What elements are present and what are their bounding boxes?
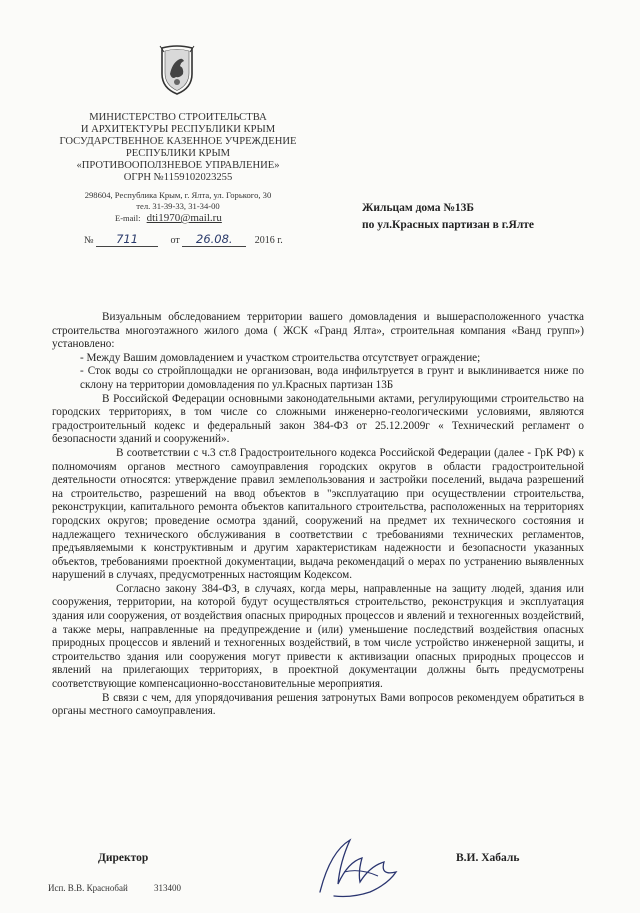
executor-name: Исп. В.В. Краснобай <box>48 883 128 893</box>
body-paragraph: - Сток воды со стройплощадки не организован, вода инфильтруется в грунт и выклинивается ниже по склону на территории домовладения по ул.Красных партизан 13Б <box>80 365 584 391</box>
body-paragraph: В связи с чем, для упорядочивания решения затронутых Вами вопросов рекомендуем обратиться в органы местного самоуправления. <box>52 691 584 718</box>
body-paragraph: Согласно закону 384-ФЗ, в случаях, когда меры, направленные на защиту людей, здания или сооружения, территории, на которой будут осуществляться строительство, реконструкция и эксплуатация здания или сооружения, от воздействия опасных природных процессов и явлений и техногенных воздействий, а также меры, направленные на предупреждение и (или) уменьшение последствий воздействия опасных природных процессов и явлений и техногенных воздействий, в том числе устройство инженерной защиты, и строительство здания или сооружения могут привести к активизации опасных природных процессов и явлений на прилегающих территориях, в проектной документации должны быть предусмотрены соответствующие компенсационно-восстановительные мероприятия. <box>52 582 584 691</box>
email-link[interactable]: dti1970@mail.ru <box>146 212 222 224</box>
letterhead-line: И АРХИТЕКТУРЫ РЕСПУБЛИКИ КРЫМ <box>80 124 276 135</box>
date-label: от <box>170 235 180 246</box>
signer-role: Директор <box>98 852 149 864</box>
addressee-line: по ул.Красных партизан в г.Ялте <box>362 219 535 231</box>
letter-body <box>52 311 584 719</box>
letterhead-block <box>40 112 316 184</box>
reference-line <box>84 232 314 247</box>
body-paragraph: Визуальным обследованием территории вашего домовладения и вышерасположенного участка строительства многоэтажного жилого дома ( ЖСК «Гранд Ялта», строительная компания «Ванд групп») установлено: <box>52 311 584 351</box>
body-paragraph: В Российской Федерации основными законодательными актами, регулирующими строительство на городских территориях, в том числе со сложными инженерно-геологическими условиями, являются градостроительный кодекс и федеральный закон 384-ФЗ от 25.12.2009г « Технический регламент о безопасности зданий и сооружений». <box>52 392 584 446</box>
executor-phone: 313400 <box>154 883 182 893</box>
letterhead-line: ОГРН №1159102023255 <box>123 172 233 183</box>
letterhead-line: РЕСПУБЛИКИ КРЫМ <box>125 148 231 159</box>
executor-line <box>48 883 205 893</box>
date-value: 26.08. <box>182 232 246 247</box>
handwritten-signature <box>300 832 410 904</box>
addressee-block <box>362 200 534 234</box>
addressee-line: Жильцам дома №13Б <box>362 202 475 214</box>
signer-name: В.И. Хабаль <box>456 852 520 864</box>
number-label: № <box>84 235 94 246</box>
email-label: E-mail: <box>115 213 141 223</box>
address-line: 298604, Республика Крым, г. Ялта, ул. Горького, 30 <box>84 190 272 200</box>
year-suffix: 2016 г. <box>254 235 283 246</box>
body-paragraph: - Между Вашим домовладением и участком строительства отсутствует ограждение; <box>80 351 481 364</box>
letterhead-line: «ПРОТИВООПОЛЗНЕВОЕ УПРАВЛЕНИЕ» <box>76 160 280 171</box>
phone-line: тел. 31-39-33, 31-34-00 <box>136 201 220 211</box>
body-paragraph: В соответствии с ч.3 ст.8 Градостроительного кодекса Российской Федерации (далее - ГрК РФ) к полномочиям органов местного самоуправления городских округов в области градостроительной деятельности относятся: утверждение правил землепользования и застройки поселений, выдача разрешений на строительство, разрешений на ввод объектов в "эксплуатацию при осуществлении строительства, реконструкции, капитального ремонта объектов капитального строительства, расположенных на территориях городских округов; проведение осмотра зданий, сооружений на предмет их технического состояния и надлежащего технического обслуживания в соответствии с требованиями технических регламентов, предъявляемыми к конструктивным и другим характеристикам надежности и безопасности указанных объектов, требованиями проектной документации, выдача рекомендаций о мерах по устранению выявленных нарушений в случаях, предусмотренных настоящим Кодексом. <box>52 446 584 582</box>
email-line <box>115 212 222 224</box>
letterhead-line: МИНИСТЕРСТВО СТРОИТЕЛЬСТВА <box>89 112 267 123</box>
crimea-coat-of-arms-icon <box>156 44 198 96</box>
letterhead-line: ГОСУДАРСТВЕННОЕ КАЗЕННОЕ УЧРЕЖДЕНИЕ <box>59 136 297 147</box>
number-value: 711 <box>96 232 158 247</box>
